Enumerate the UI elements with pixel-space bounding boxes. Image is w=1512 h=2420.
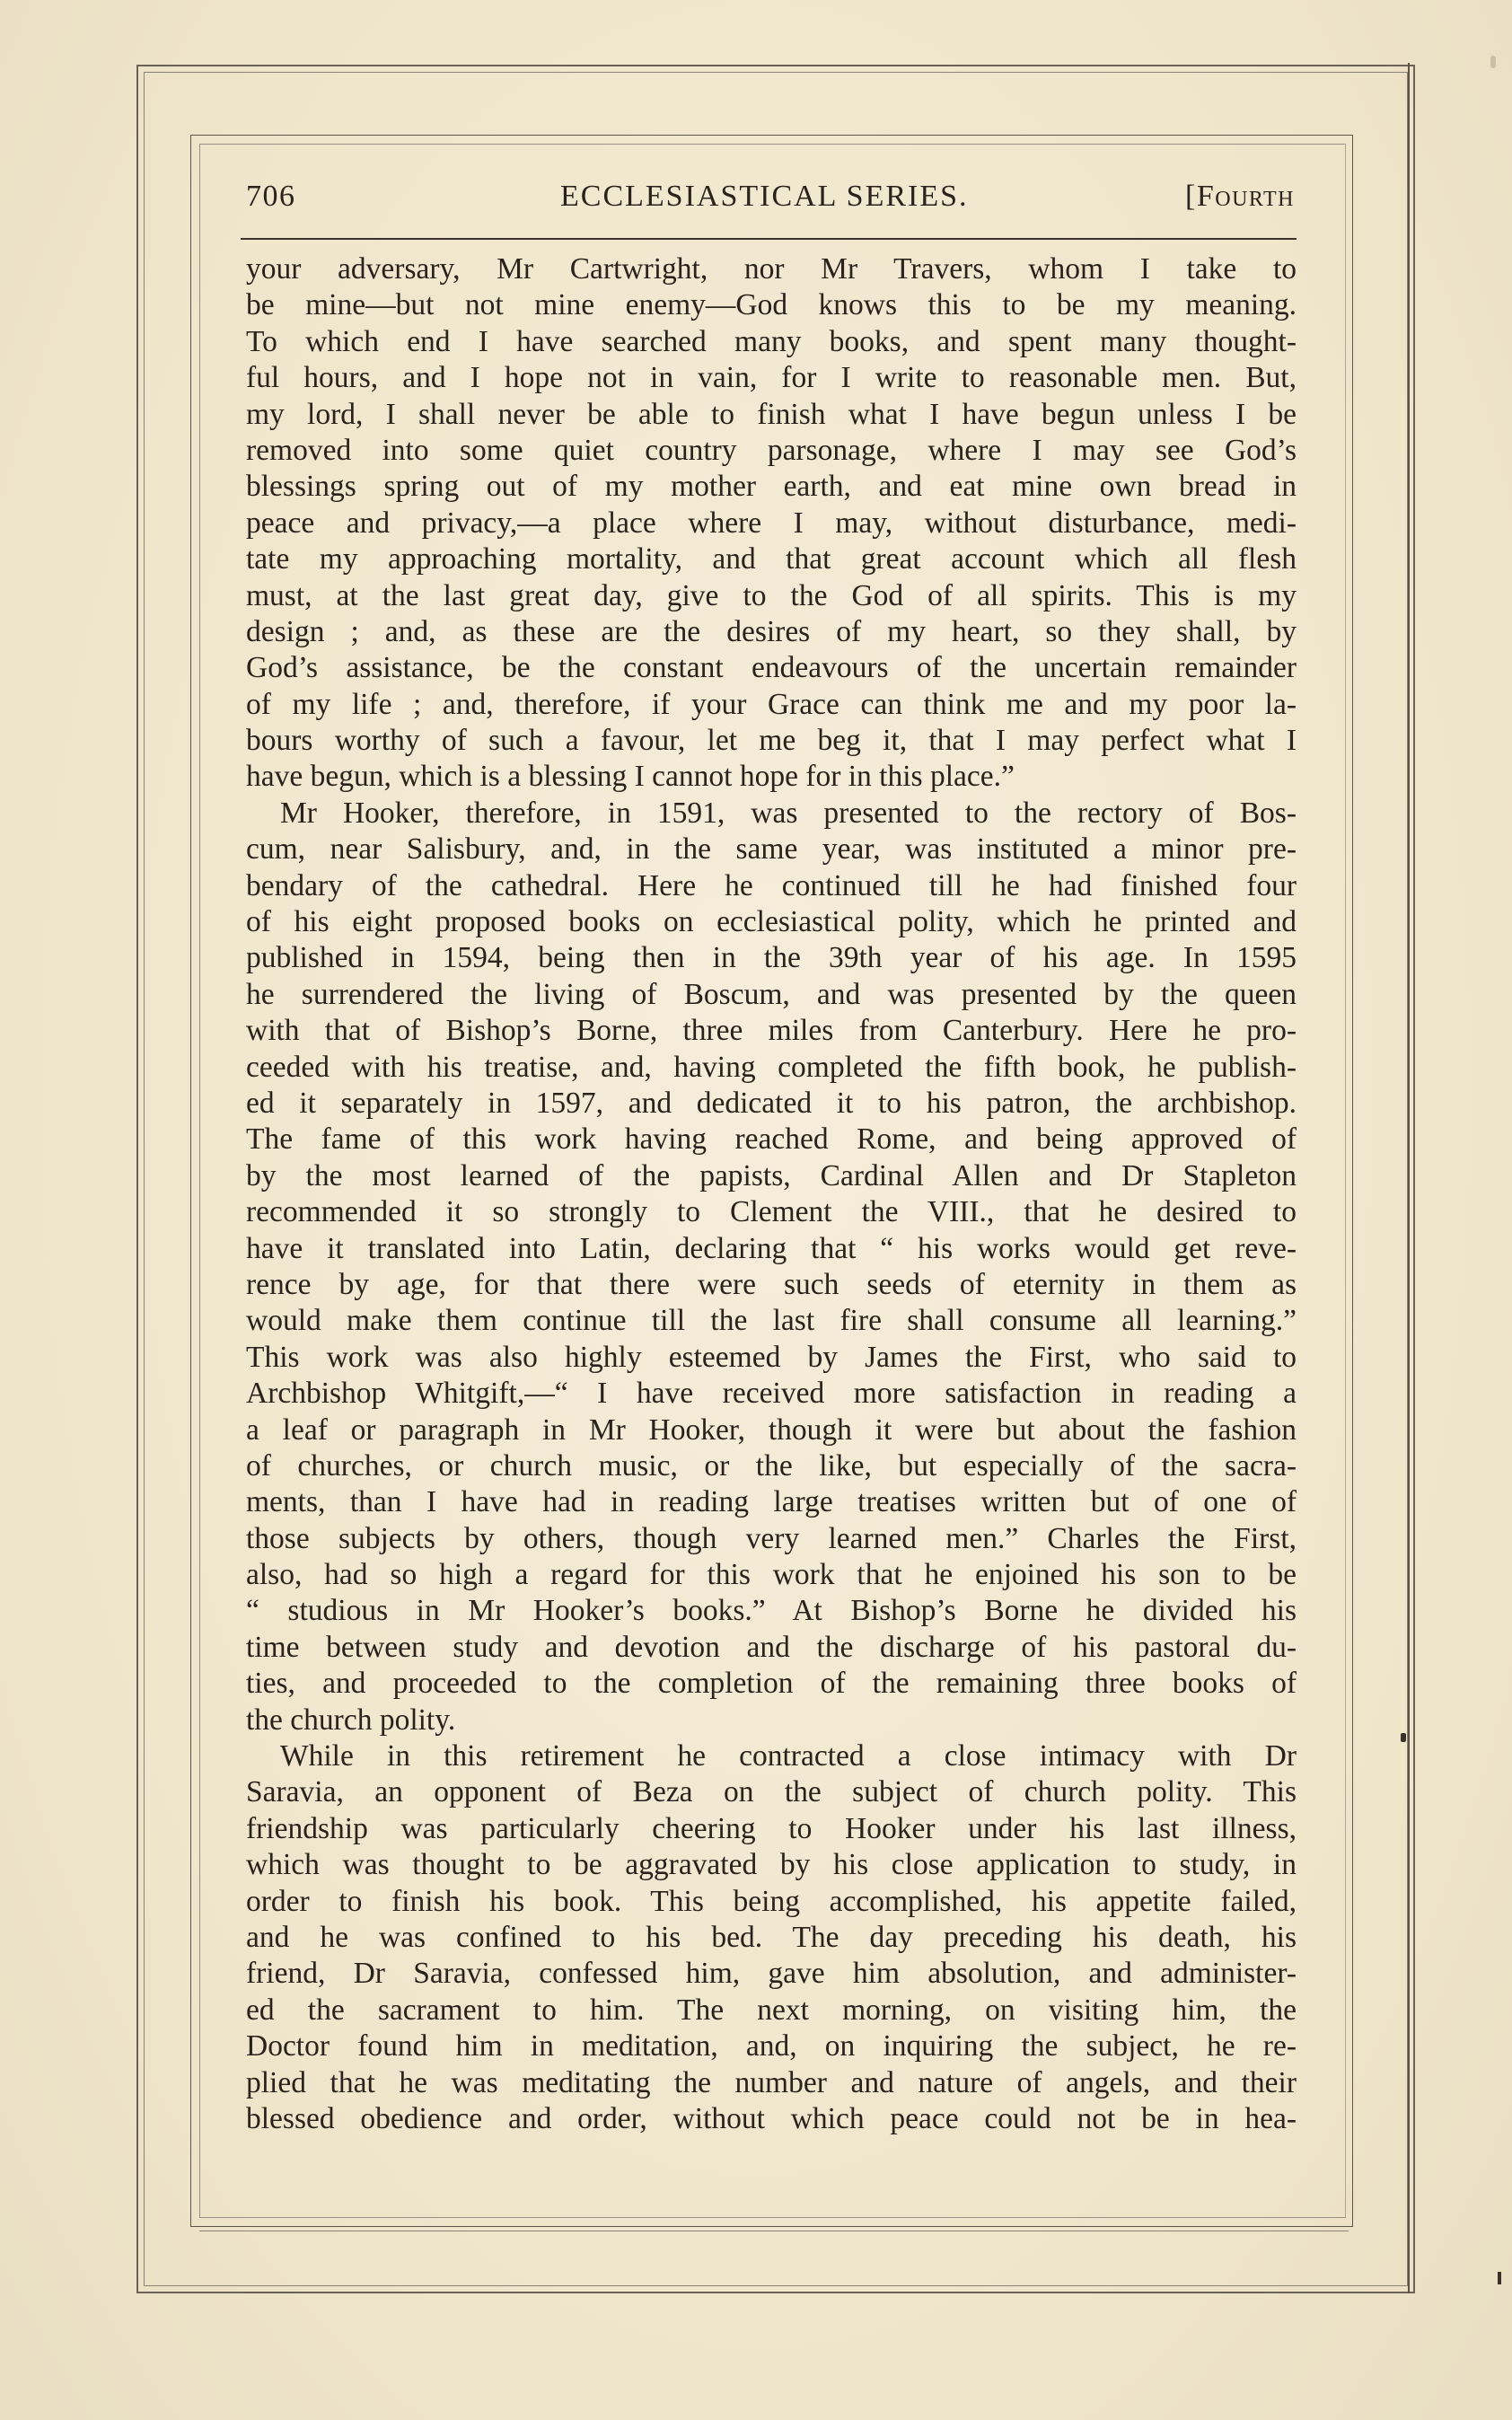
text-line: time between study and devotion and the discharge of his pastoral du-	[246, 1630, 1297, 1664]
text-line: recommended it so strongly to Clement the VIII., that he desired to	[246, 1195, 1297, 1229]
text-line: blessings spring out of my mother earth, and eat mine own bread in	[246, 470, 1297, 504]
text-line: order to finish his book. This being accomplished, his appetite failed,	[246, 1884, 1297, 1918]
text-line: by the most learned of the papists, Cardinal Allen and Dr Stapleton	[246, 1158, 1297, 1192]
text-line: ties, and proceeded to the completion of the remaining three books of	[246, 1667, 1297, 1701]
text-line: ed the sacrament to him. The next morning, on visiting him, the	[246, 1993, 1297, 2027]
text-line: To which end I have searched many books, and spent many thought-	[246, 324, 1297, 358]
text-line: of my life ; and, therefore, if your Grace can think me and my poor la-	[246, 687, 1297, 721]
text-line: rence by age, for that there were such seeds of eternity in them as	[246, 1267, 1297, 1301]
paper-blemish	[1490, 56, 1496, 68]
text-line: ceeded with his treatise, and, having completed the fifth book, he publish-	[246, 1050, 1297, 1084]
text-line: published in 1594, being then in the 39th year of his age. In 1595	[246, 941, 1297, 975]
text-line: plied that he was meditating the number and nature of angels, and their	[246, 2065, 1297, 2099]
text-line: your adversary, Mr Cartwright, nor Mr Travers, whom I take to	[246, 252, 1297, 286]
text-line: Saravia, an opponent of Beza on the subject of church polity. This	[246, 1775, 1297, 1809]
text-line: must, at the last great day, give to the God of all spirits. This is my	[246, 578, 1297, 612]
text-line: friend, Dr Saravia, confessed him, gave him absolution, and administer-	[246, 1957, 1297, 1991]
text-line: friendship was particularly cheering to Hooker under his last illness,	[246, 1811, 1297, 1845]
text-line: have it translated into Latin, declaring that “ his works would get reve-	[246, 1231, 1297, 1265]
text-line: he surrendered the living of Boscum, and was presented by the queen	[246, 977, 1297, 1011]
text-line: ed it separately in 1597, and dedicated it to his patron, the archbishop.	[246, 1086, 1297, 1120]
running-header	[246, 180, 1295, 224]
text-line: of churches, or church music, or the like, but especially of the sacra-	[246, 1448, 1297, 1483]
text-line: which was thought to be aggravated by his close application to study, in	[246, 1848, 1297, 1882]
text-line: removed into some quiet country parsonage, where I may see God’s	[246, 433, 1297, 467]
header-rule	[241, 238, 1297, 240]
text-line: also, had so high a regard for this work that he enjoined his son to be	[246, 1558, 1297, 1592]
paragraph-start-line: While in this retirement he contracted a close intimacy with Dr	[280, 1739, 1297, 1773]
text-line: bours worthy of such a favour, let me beg it, that I may perfect what I	[246, 724, 1297, 758]
text-line: Archbishop Whitgift,—“ I have received more satisfaction in reading a	[246, 1377, 1297, 1411]
text-line: This work was also highly esteemed by James the First, who said to	[246, 1340, 1297, 1374]
body-text	[246, 251, 1297, 2137]
text-line: The fame of this work having reached Rome, and being approved of	[246, 1122, 1297, 1157]
margin-mark	[1401, 1733, 1406, 1742]
text-line: a leaf or paragraph in Mr Hooker, though it were but about the fashion	[246, 1412, 1297, 1447]
margin-mark	[1498, 2272, 1501, 2284]
text-line: tate my approaching mortality, and that great account which all flesh	[246, 542, 1297, 576]
text-line: blessed obedience and order, without which peace could not be in hea-	[246, 2101, 1297, 2135]
text-line: the church polity.	[246, 1703, 456, 1737]
page-number: 706	[246, 180, 296, 213]
text-line: God’s assistance, be the constant endeavours of the uncertain remainder	[246, 651, 1297, 685]
text-line: Doctor found him in meditation, and, on inquiring the subject, he re-	[246, 2029, 1297, 2064]
paragraph-start-line: Mr Hooker, therefore, in 1591, was presented to the rectory of Bos-	[280, 796, 1297, 830]
text-line: have begun, which is a blessing I cannot hope for in this place.”	[246, 760, 1015, 794]
text-line: design ; and, as these are the desires of my heart, so they shall, by	[246, 614, 1297, 648]
text-line: peace and privacy,—a place where I may, without disturbance, medi-	[246, 506, 1297, 540]
text-line: ments, than I have had in reading large treatises written but of one of	[246, 1485, 1297, 1519]
section-label: [Fourth	[1185, 180, 1295, 213]
text-line: of his eight proposed books on ecclesiastical polity, which he printed and	[246, 905, 1297, 939]
text-line: my lord, I shall never be able to finish what I have begun unless I be	[246, 397, 1297, 431]
text-line: and he was confined to his bed. The day preceding his death, his	[246, 1920, 1297, 1954]
page-edge-shadow	[1408, 63, 1410, 2293]
text-line: those subjects by others, though very learned men.” Charles the First,	[246, 1521, 1297, 1555]
text-line: with that of Bishop’s Borne, three miles from Canterbury. Here he pro-	[246, 1014, 1297, 1048]
text-line: would make them continue till the last fire shall consume all learning.”	[246, 1304, 1297, 1338]
text-line: cum, near Salisbury, and, in the same year, was instituted a minor pre-	[246, 832, 1297, 867]
text-line: be mine—but not mine enemy—God knows this to be my meaning.	[246, 288, 1297, 322]
running-head-title: ECCLESIASTICAL SERIES.	[560, 180, 969, 213]
text-line: bendary of the cathedral. Here he continued till he had finished four	[246, 868, 1297, 902]
text-line: “ studious in Mr Hooker’s books.” At Bishop’s Borne he divided his	[246, 1594, 1297, 1628]
text-line: ful hours, and I hope not in vain, for I write to reasonable men. But,	[246, 361, 1297, 395]
